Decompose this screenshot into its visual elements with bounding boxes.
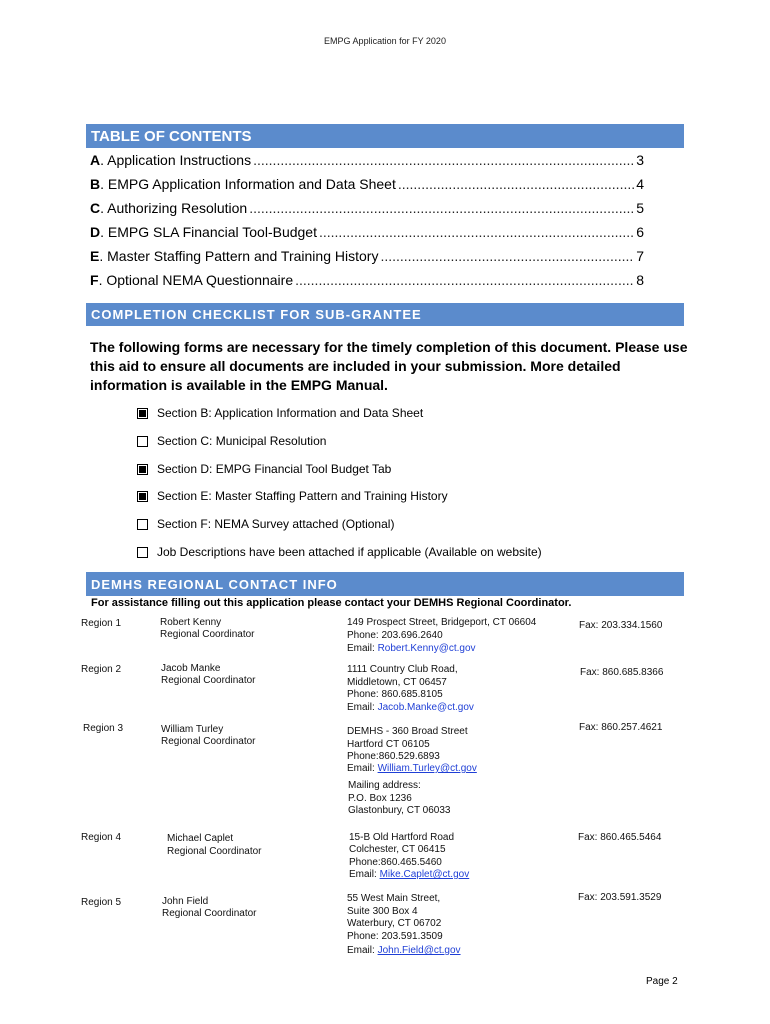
toc-label: . EMPG SLA Financial Tool-Budget <box>100 224 317 240</box>
address-line: DEMHS - 360 Broad Street <box>347 726 468 737</box>
coordinator-title: Regional Coordinator <box>162 908 257 919</box>
toc-item-c[interactable] <box>90 196 644 220</box>
checklist-label: Section E: Master Staffing Pattern and Training History <box>157 489 448 503</box>
toc-letter: A <box>90 152 101 168</box>
toc-heading: TABLE OF CONTENTS <box>86 124 684 148</box>
email-link[interactable]: Robert.Kenny@ct.gov <box>377 643 476 654</box>
email-row <box>347 702 474 714</box>
toc-label: . EMPG Application Information and Data Sheet <box>100 176 396 192</box>
region-label: Region 4 <box>81 832 122 843</box>
checklist-label: Section D: EMPG Financial Tool Budget Tab <box>157 462 392 476</box>
toc-page: 6 <box>636 224 644 240</box>
coordinator-title: Regional Coordinator <box>167 846 262 857</box>
address-line: Waterbury, CT 06702 <box>347 918 442 929</box>
address-line: 15-B Old Hartford Road <box>349 832 455 843</box>
page-number: Page 2 <box>646 976 678 987</box>
email-label: Email: <box>349 869 377 880</box>
mailing-line: P.O. Box 1236 <box>348 793 412 804</box>
coordinator-name: Robert Kenny <box>160 617 222 628</box>
email-row <box>349 869 469 881</box>
address-line: 55 West Main Street, <box>347 893 441 904</box>
checkbox[interactable] <box>137 464 148 475</box>
checklist-label: Section C: Municipal Resolution <box>157 434 327 448</box>
address-line: Suite 300 Box 4 <box>347 906 418 917</box>
checklist-item-section-f <box>137 517 394 531</box>
email-label: Email: <box>347 702 375 713</box>
toc-item-b[interactable] <box>90 172 644 196</box>
coordinator-name: William Turley <box>161 724 224 735</box>
mailing-label: Mailing address: <box>348 780 421 791</box>
email-row <box>347 945 461 957</box>
coordinator-name: John Field <box>162 896 209 907</box>
coordinator-title: Regional Coordinator <box>160 629 255 640</box>
checklist-label: Section B: Application Information and Data Sheet <box>157 406 424 420</box>
contact-assist-text: For assistance filling out this application please contact your DEMHS Regional Coordinator. <box>91 597 572 609</box>
region-label: Region 3 <box>83 723 124 734</box>
page-header: EMPG Application for FY 2020 <box>324 36 446 46</box>
email-row <box>347 763 477 775</box>
address-line: 1111 Country Club Road, <box>347 664 458 675</box>
table-of-contents <box>90 148 644 292</box>
email-link[interactable]: William.Turley@ct.gov <box>377 763 477 774</box>
toc-page: 8 <box>636 272 644 288</box>
email-row <box>347 643 476 655</box>
checkbox[interactable] <box>137 436 148 447</box>
toc-leader <box>319 220 634 244</box>
toc-item-e[interactable] <box>90 244 644 268</box>
toc-page: 7 <box>636 248 644 264</box>
email-link[interactable]: Jacob.Manke@ct.gov <box>377 702 474 713</box>
phone: Phone: 203.591.3509 <box>347 931 443 942</box>
toc-letter: E <box>90 248 100 264</box>
email-label: Email: <box>347 763 375 774</box>
toc-page: 4 <box>636 176 644 192</box>
checkbox[interactable] <box>137 408 148 419</box>
fax: Fax: 203.334.1560 <box>579 620 663 631</box>
checkbox[interactable] <box>137 491 148 502</box>
checklist-item-section-d <box>137 462 391 476</box>
fax: Fax: 860.465.5464 <box>578 832 662 843</box>
toc-label: . Master Staffing Pattern and Training History <box>99 248 379 264</box>
fax: Fax: 203.591.3529 <box>578 892 662 903</box>
address-line: Colchester, CT 06415 <box>349 844 446 855</box>
address-line: 149 Prospect Street, Bridgeport, CT 06604 <box>347 617 537 628</box>
toc-leader <box>249 196 634 220</box>
toc-label: . Authorizing Resolution <box>100 200 248 216</box>
email-label: Email: <box>347 643 375 654</box>
toc-label: . Optional NEMA Questionnaire <box>98 272 294 288</box>
toc-leader <box>398 172 634 196</box>
checklist-item-section-e <box>137 489 448 503</box>
region-label: Region 1 <box>81 618 122 629</box>
region-label: Region 5 <box>81 897 122 908</box>
toc-page: 3 <box>636 152 644 168</box>
toc-leader <box>380 244 634 268</box>
checklist-label: Job Descriptions have been attached if applicable (Available on website) <box>157 545 542 559</box>
mailing-line: Glastonbury, CT 06033 <box>348 805 451 816</box>
fax: Fax: 860.685.8366 <box>580 667 664 678</box>
region-label: Region 2 <box>81 664 122 675</box>
phone: Phone: 860.685.8105 <box>347 689 443 700</box>
email-link[interactable]: John.Field@ct.gov <box>377 945 461 956</box>
email-label: Email: <box>347 945 375 956</box>
coordinator-title: Regional Coordinator <box>161 675 256 686</box>
toc-leader <box>295 268 634 292</box>
toc-item-a[interactable] <box>90 148 644 172</box>
checklist-item-job-descriptions <box>137 545 542 559</box>
toc-page: 5 <box>636 200 644 216</box>
phone: Phone:860.465.5460 <box>349 857 442 868</box>
checklist-item-section-c <box>137 434 326 448</box>
coordinator-name: Michael Caplet <box>167 833 234 844</box>
address-line: Hartford CT 06105 <box>347 739 430 750</box>
address-line: Middletown, CT 06457 <box>347 677 447 688</box>
toc-letter: D <box>90 224 101 240</box>
checkbox[interactable] <box>137 519 148 530</box>
email-link[interactable]: Mike.Caplet@ct.gov <box>379 869 470 880</box>
toc-letter: C <box>90 200 101 216</box>
toc-letter: F <box>90 272 99 288</box>
toc-item-f[interactable] <box>90 268 644 292</box>
checklist-intro: The following forms are necessary for the timely completion of this document. Please use this aid to ensure all documents are included in your submission. More detailed information is available in the EMPG Manual. <box>90 339 688 393</box>
coordinator-title: Regional Coordinator <box>161 736 256 747</box>
coordinator-name: Jacob Manke <box>161 663 221 674</box>
phone: Phone:860.529.6893 <box>347 751 440 762</box>
checkbox[interactable] <box>137 547 148 558</box>
toc-label: . Application Instructions <box>100 152 252 168</box>
checklist-label: Section F: NEMA Survey attached (Optional) <box>157 517 395 531</box>
checklist-heading: COMPLETION CHECKLIST FOR SUB-GRANTEE <box>86 303 684 326</box>
toc-item-d[interactable] <box>90 220 644 244</box>
toc-letter: B <box>90 176 101 192</box>
fax: Fax: 860.257.4621 <box>579 722 663 733</box>
phone: Phone: 203.696.2640 <box>347 630 443 641</box>
checklist-item-section-b <box>137 406 423 420</box>
toc-leader <box>253 148 634 172</box>
contact-heading: DEMHS REGIONAL CONTACT INFO <box>86 572 684 596</box>
